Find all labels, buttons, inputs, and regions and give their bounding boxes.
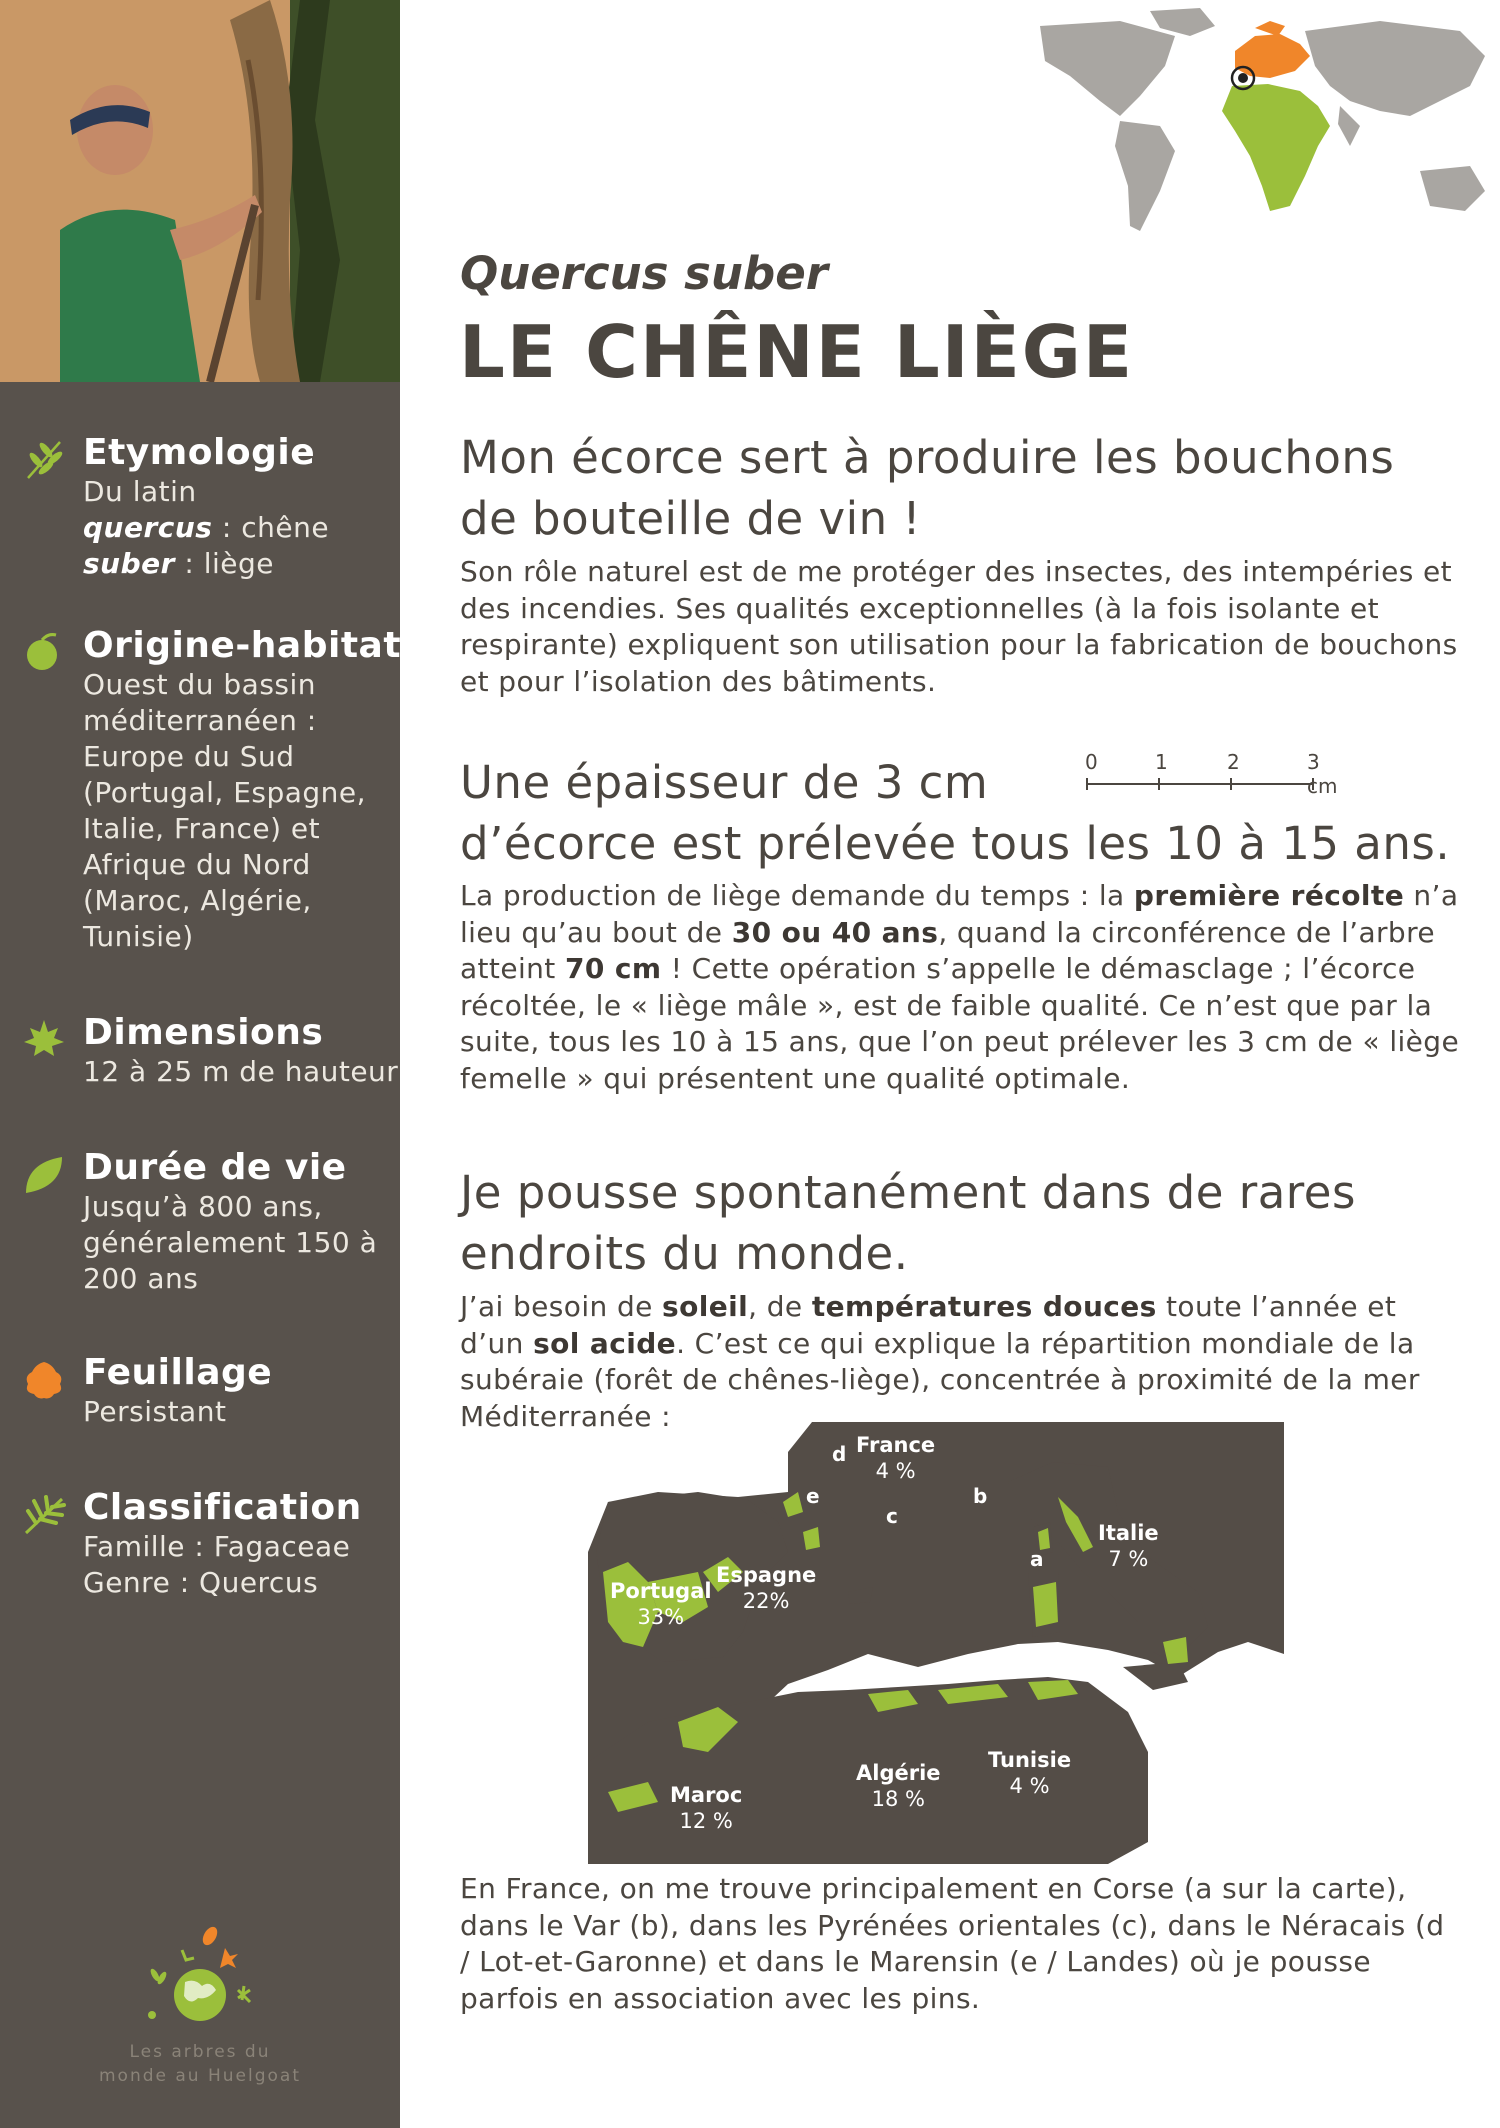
s2-text1: La production de liège demande du temps : la xyxy=(460,879,1134,912)
map-label-france-pct: 4 % xyxy=(875,1459,916,1483)
logo-caption-line1: Les arbres du xyxy=(129,2042,271,2062)
map-label-algeria xyxy=(856,1760,941,1812)
world-distribution-map xyxy=(1000,6,1495,246)
section2-heading-line2: d’écorce est prélevée tous les 10 à 15 ans. xyxy=(460,817,1451,870)
map-label-portugal-pct: 33% xyxy=(637,1605,685,1629)
map-label-italy-name: Italie xyxy=(1098,1521,1159,1545)
scale-label-3: 3 cm xyxy=(1307,750,1338,798)
etymology-term1: quercus xyxy=(83,511,213,544)
section2-body xyxy=(460,878,1460,1097)
scale-ruler xyxy=(1085,776,1317,790)
map-label-tunisia-name: Tunisie xyxy=(988,1748,1072,1772)
oak-leaf-icon xyxy=(22,1358,66,1402)
lifespan-title: Durée de vie xyxy=(83,1147,347,1188)
latin-name: Quercus suber xyxy=(460,247,828,300)
info-sidebar xyxy=(0,382,400,2128)
map-label-tunisia-pct: 4 % xyxy=(1009,1774,1050,1798)
map-label-portugal xyxy=(610,1578,712,1630)
section1-body: Son rôle naturel est de me protéger des insectes, des intempéries et des incendies. Ses qualités exceptionnelles (à la fois isolante et respirante) expliquent son utilisation pour la fabrication de bouchons et pour l’isolation des bâtiments. xyxy=(460,555,1458,698)
section3-body xyxy=(460,1289,1460,1435)
s3-text4: . C’est ce qui explique la répartition mondiale de la subéraie (forêt de chênes-liège), concentrée à proximité de la mer Méditerranée : xyxy=(460,1326,1420,1433)
map-letter-c: c xyxy=(886,1504,898,1528)
map-letter-a: a xyxy=(1030,1547,1044,1571)
photo-illustration xyxy=(0,0,400,382)
map-label-tunisia xyxy=(988,1747,1071,1799)
map-label-morocco xyxy=(670,1782,742,1834)
map-label-morocco-name: Maroc xyxy=(670,1783,743,1807)
logo-caption-line2: monde au Huelgoat xyxy=(99,2066,301,2086)
section2-heading-line1: Une épaisseur de 3 cm xyxy=(460,756,989,809)
olive-branch-icon xyxy=(22,438,66,482)
foliage-text: Persistant xyxy=(83,1395,227,1428)
map-label-morocco-pct: 12 % xyxy=(679,1809,733,1833)
scale-label-2: 2 xyxy=(1227,750,1240,774)
s2-bold1: première récolte xyxy=(1133,879,1405,912)
s3-bold1: soleil xyxy=(662,1290,749,1323)
map-label-italy-pct: 7 % xyxy=(1108,1547,1149,1571)
bark-thickness-scale xyxy=(1085,750,1355,798)
classification-text xyxy=(83,1529,403,1601)
leaf-icon xyxy=(22,1153,66,1197)
section4-body: En France, on me trouve principalement en Corse (a sur la carte), dans le Var (b), dans les Pyrénées orientales (c), dans le Néracais (d / Lot-et-Garonne) et dans le Marensin (e / Landes) où je pousse parfois en association avec les pins. xyxy=(460,1872,1445,2015)
map-label-spain-name: Espagne xyxy=(716,1563,817,1587)
classification-genus: Genre : Quercus xyxy=(83,1566,319,1599)
palm-leaf-icon xyxy=(22,1493,66,1537)
etymology-term2: suber xyxy=(83,547,175,580)
dimensions-title: Dimensions xyxy=(83,1012,324,1053)
map-label-spain xyxy=(716,1562,816,1614)
map-letter-b: b xyxy=(973,1484,988,1508)
map-label-italy xyxy=(1098,1520,1159,1572)
origin-text: Ouest du bassin méditerranéen : Europe du Sud (Portugal, Espagne, Italie, France) et Afrique du Nord (Maroc, Algérie, Tunisie) xyxy=(83,668,367,953)
dimensions-text: 12 à 25 m de hauteur xyxy=(83,1055,399,1088)
s3-text2: , de xyxy=(748,1290,812,1323)
s2-bold2: 30 ou 40 ans xyxy=(731,915,939,949)
section3-heading: Je pousse spontanément dans de rares endroits du monde. xyxy=(460,1166,1356,1280)
s3-text1: J’ai besoin de xyxy=(460,1290,663,1323)
classification-family: Famille : Fagaceae xyxy=(83,1530,351,1563)
etymology-line1: Du latin xyxy=(83,475,197,508)
origin-title: Origine-habitat xyxy=(83,625,402,666)
logo-caption xyxy=(90,2040,310,2088)
map-label-algeria-pct: 18 % xyxy=(871,1787,925,1811)
map-label-portugal-name: Portugal xyxy=(610,1579,712,1603)
etymology-line2 xyxy=(83,510,403,546)
acorn-leaf-icon xyxy=(22,631,66,675)
map-label-spain-pct: 22% xyxy=(742,1589,790,1613)
s3-text3: toute l’année et d’un xyxy=(460,1290,1397,1360)
etymology-line3 xyxy=(83,546,403,582)
globe-leaves-icon xyxy=(90,1920,310,2040)
scale-label-1: 1 xyxy=(1155,750,1168,774)
s3-bold2: températures douces xyxy=(811,1290,1157,1323)
cork-harvest-photo xyxy=(0,0,400,382)
classification-title: Classification xyxy=(83,1487,362,1528)
s3-bold3: sol acide xyxy=(533,1326,677,1360)
arboretum-logo xyxy=(90,1920,310,2100)
etymology-def2: : liège xyxy=(174,547,274,580)
mediterranean-cork-map xyxy=(588,1422,1284,1864)
map-label-france-name: France xyxy=(856,1433,936,1457)
map-label-algeria-name: Algérie xyxy=(856,1761,941,1785)
page-title: LE CHÊNE LIÈGE xyxy=(459,310,1135,394)
scale-label-0: 0 xyxy=(1085,750,1098,774)
maple-leaf-icon xyxy=(22,1018,66,1062)
map-label-france xyxy=(856,1432,935,1484)
map-letter-d: d xyxy=(832,1442,847,1466)
s2-bold3: 70 cm xyxy=(564,952,662,985)
lifespan-text: Jusqu’à 800 ans, généralement 150 à 200 ans xyxy=(83,1190,378,1295)
s2-text2: n’a lieu qu’au bout de xyxy=(460,879,1459,949)
section1-heading: Mon écorce sert à produire les bouchons de bouteille de vin ! xyxy=(460,431,1395,545)
s2-text4: ! Cette opération s’appelle le démasclage ; l’écorce récoltée, le « liège mâle », est de faible qualité. Ce n’est que par la suite, tous les 10 à 15 ans, que l’on peut prélever les 3 cm de « liège femelle » qui présentent une qualité optimale. xyxy=(460,952,1460,1095)
etymology-text xyxy=(83,474,403,582)
etymology-title: Etymologie xyxy=(83,432,316,473)
foliage-title: Feuillage xyxy=(83,1352,273,1393)
s2-text3: , quand la circonférence de l’arbre atteint xyxy=(460,915,1436,985)
etymology-def1: : chêne xyxy=(212,511,330,544)
map-letter-e: e xyxy=(806,1484,820,1508)
